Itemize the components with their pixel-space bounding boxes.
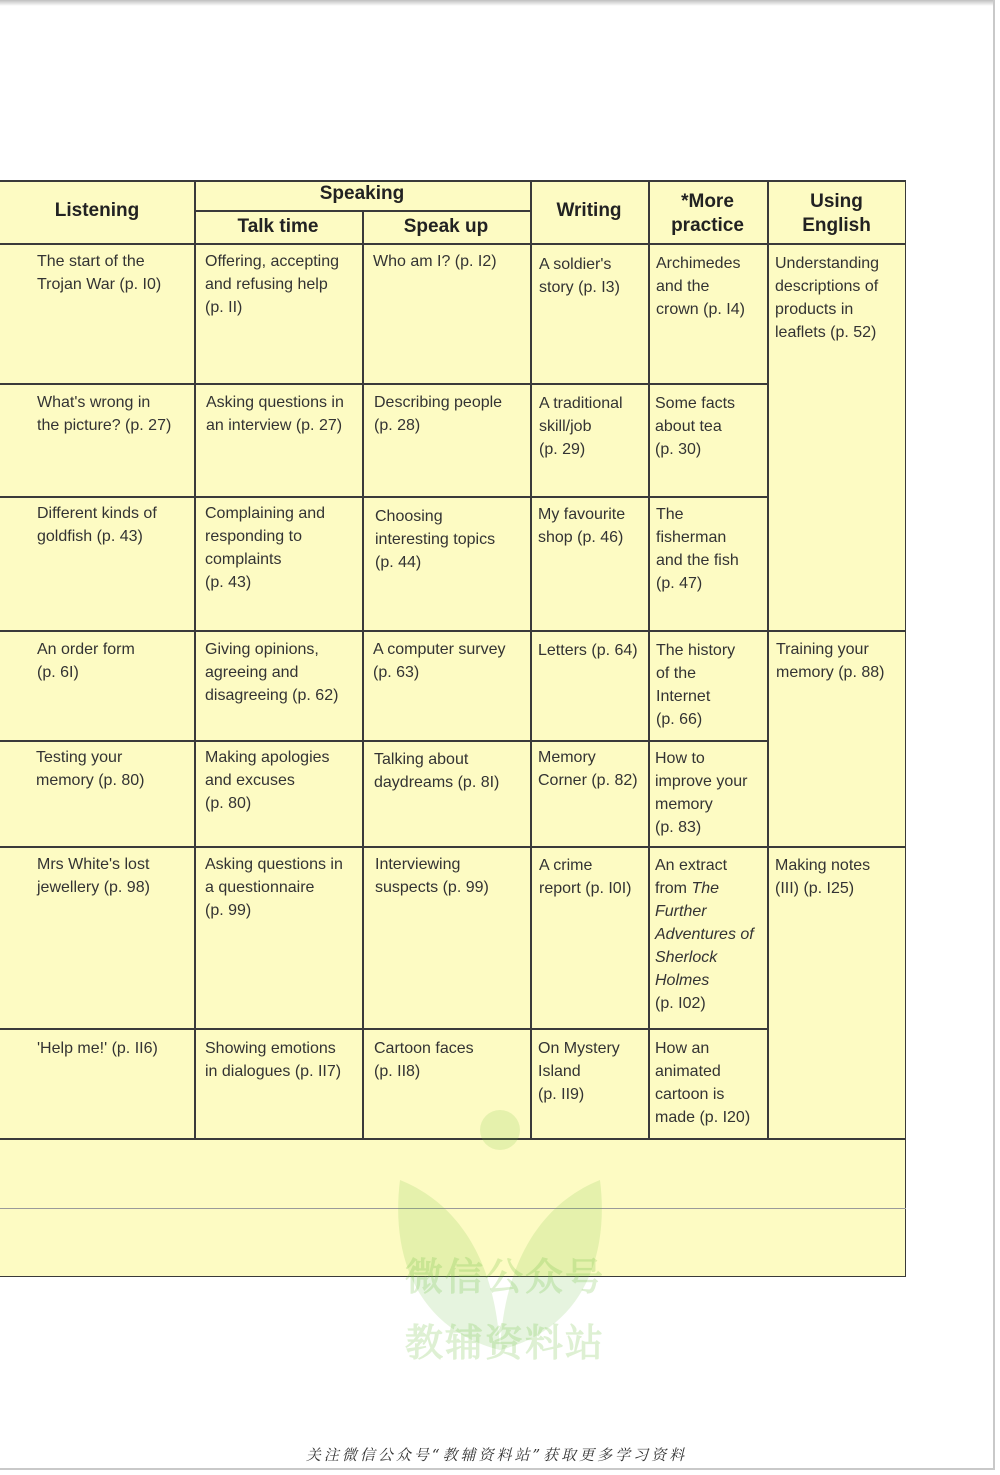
col-rule-1 (194, 180, 196, 1138)
header-writing: Writing (556, 200, 622, 221)
cell-talk-time: Making apologies and excuses (p. 80) (205, 749, 330, 812)
header-listening: Listening (54, 200, 140, 221)
more-practice-suffix: (p. I02) (655, 995, 706, 1012)
cell-writing: Memory Corner (p. 82) (538, 749, 638, 789)
cell-listening: Different kinds of goldfish (p. 43) (37, 505, 157, 545)
contents-table (0, 180, 906, 1277)
cell-writing: A traditional skill/job (p. 29) (539, 395, 623, 458)
cell-listening: An order form (p. 6I) (37, 641, 135, 681)
header-speak-up: Speak up (403, 216, 489, 237)
cell-more-practice: Archimedes and the crown (p. I4) (656, 255, 745, 318)
col-rule-4 (648, 180, 650, 1138)
cell-writing: My favourite shop (p. 46) (538, 506, 626, 546)
cell-writing: On Mystery Island (p. II9) (538, 1040, 620, 1103)
cell-speak-up: A computer survey (p. 63) (373, 641, 506, 681)
cell-more-practice: Some facts about tea (p. 30) (655, 395, 736, 458)
watermark-line-1: 微信公众号 (404, 1255, 605, 1299)
rule-row-3 (0, 630, 906, 632)
cell-speak-up: Who am I? (p. I2) (373, 253, 497, 270)
cell-speak-up: Describing people (p. 28) (374, 394, 503, 434)
cell-more-practice (655, 854, 754, 1015)
scan-top-shadow (0, 0, 993, 6)
cell-using-english: Training your memory (p. 88) (776, 641, 885, 681)
header-using-english: Using English (802, 191, 871, 236)
cell-speak-up: Interviewing suspects (p. 99) (375, 856, 489, 896)
cell-talk-time: Asking questions in a questionnaire (p. 99) (205, 856, 343, 919)
cell-more-practice: The history of the Internet (p. 66) (656, 642, 736, 728)
cell-speak-up: Talking about daydreams (p. 8I) (374, 751, 500, 791)
cell-speak-up: Cartoon faces (p. II8) (374, 1040, 474, 1080)
cell-speak-up: Choosing interesting topics (p. 44) (375, 508, 496, 571)
rule-header-bottom (0, 243, 906, 245)
cell-more-practice: The fisherman and the fish (p. 47) (656, 506, 739, 592)
cell-talk-time: Asking questions in an interview (p. 27) (206, 394, 344, 434)
rule-row-4 (0, 740, 768, 742)
header-talk-time: Talk time (237, 216, 319, 237)
cell-more-practice: How an animated cartoon is made (p. I20) (655, 1040, 751, 1126)
col-rule-3 (530, 180, 532, 1138)
col-rule-5 (767, 180, 769, 1138)
cell-listening: What's wrong in the picture? (p. 27) (37, 394, 172, 434)
cell-writing: Letters (p. 64) (538, 642, 638, 659)
cell-using-english: Making notes (III) (p. I25) (775, 857, 871, 897)
more-practice-prefix: An extract from (655, 857, 728, 897)
cell-writing: A soldier's story (p. I3) (539, 256, 620, 296)
cell-listening: Mrs White's lost jewellery (p. 98) (37, 856, 150, 896)
cell-more-practice: How to improve your memory (p. 83) (655, 750, 748, 836)
cell-listening: Testing your memory (p. 80) (36, 749, 145, 789)
rule-row-6 (0, 1028, 768, 1030)
rule-row-1 (0, 383, 768, 385)
cell-listening: 'Help me!' (p. II6) (37, 1040, 158, 1057)
rule-row-2 (0, 496, 768, 498)
cell-talk-time: Giving opinions, agreeing and disagreeing (p. 62) (205, 641, 339, 704)
rule-row-5 (0, 846, 906, 848)
cell-using-english: Understanding descriptions of products in leaflets (p. 52) (775, 255, 880, 341)
footer-note: 关注微信公众号“教辅资料站”获取更多学习资料 (305, 1446, 688, 1464)
cell-talk-time: Complaining and responding to complaints (p. 43) (205, 505, 326, 591)
cell-talk-time: Showing emotions in dialogues (p. II7) (205, 1040, 342, 1080)
header-more-practice: *More practice (671, 191, 744, 236)
cell-writing: A crime report (p. I0I) (539, 857, 632, 897)
header-speaking: Speaking (319, 183, 405, 204)
col-rule-2 (362, 210, 364, 1138)
rule-blank (0, 1208, 906, 1209)
cell-talk-time: Offering, accepting and refusing help (p. II) (205, 253, 340, 316)
watermark-line-2: 教辅资料站 (404, 1321, 605, 1365)
rule-table-bottom (0, 1138, 906, 1140)
cell-listening: The start of the Trojan War (p. I0) (37, 253, 162, 293)
book-title: The Further Adventures of Sherlock Holmes (655, 880, 754, 989)
